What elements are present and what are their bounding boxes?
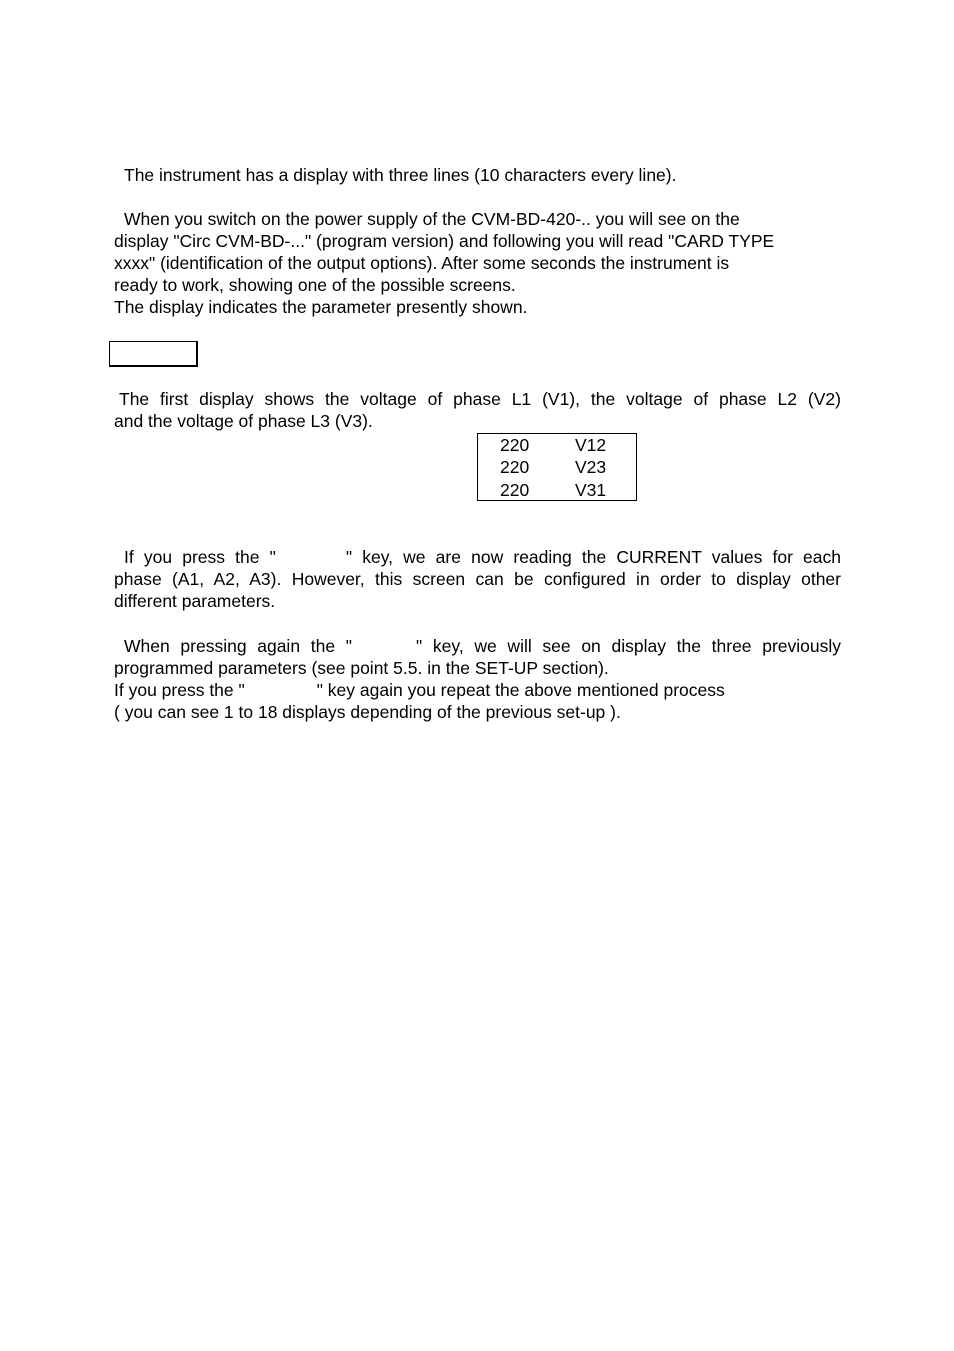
display-example-box	[477, 433, 637, 501]
display-row	[478, 434, 636, 456]
first-display-line-1: The first display shows the voltage of phase L1 (V1), the voltage of phase L2 (V2)	[119, 389, 841, 409]
first-display-line-2: and the voltage of phase L3 (V3).	[114, 411, 373, 431]
power-on-line-1: When you switch on the power supply of the CVM-BD-420-.. you will see on the	[124, 209, 740, 229]
display-value: 220	[500, 435, 530, 455]
section-heading-box	[109, 341, 198, 367]
display-row	[478, 456, 636, 478]
display-value: 220	[500, 480, 530, 500]
press-key-paragraph	[114, 546, 841, 612]
press-again-line-2: programmed parameters (see point 5.5. in the SET-UP section).	[114, 658, 609, 678]
intro-paragraph	[114, 164, 841, 186]
display-row	[478, 479, 636, 501]
press-key-text-pre: If you press the "	[124, 547, 276, 567]
display-value: 220	[500, 457, 530, 477]
press-again-text-post: " key, we will see on display the three previously	[415, 636, 842, 656]
press-again-paragraph	[114, 635, 841, 723]
press-key-line-1	[114, 546, 841, 568]
power-on-line-3: xxxx" (identification of the output options). After some seconds the instrument is	[114, 253, 730, 273]
power-on-paragraph	[114, 208, 841, 318]
power-on-line-5: The display indicates the parameter presently shown.	[114, 297, 528, 317]
display-label: V31	[575, 480, 607, 500]
press-again-text-pre: When pressing again the "	[124, 636, 352, 656]
display-label: V23	[575, 457, 607, 477]
power-on-line-2: display "Circ CVM-BD-..." (program version) and following you will read "CARD TYPE	[114, 231, 775, 251]
intro-line: The instrument has a display with three lines (10 characters every line).	[124, 165, 677, 185]
display-label: V12	[575, 435, 607, 455]
press-again-line-4: ( you can see 1 to 18 displays depending of the previous set-up ).	[114, 702, 621, 722]
press-key-line-3: different parameters.	[114, 591, 276, 611]
press-again-text-post-2: " key again you repeat the above mentioned process	[316, 680, 725, 700]
press-again-line-1	[114, 635, 841, 657]
press-key-text-post: " key, we are now reading the CURRENT values for each	[345, 547, 841, 567]
press-again-line-3	[114, 679, 841, 701]
press-key-line-2: phase (A1, A2, A3). However, this screen can be configured in order to display other	[114, 569, 841, 589]
power-on-line-4: ready to work, showing one of the possible screens.	[114, 275, 516, 295]
first-display-paragraph	[114, 388, 841, 432]
press-again-text-pre-2: If you press the "	[114, 680, 245, 700]
